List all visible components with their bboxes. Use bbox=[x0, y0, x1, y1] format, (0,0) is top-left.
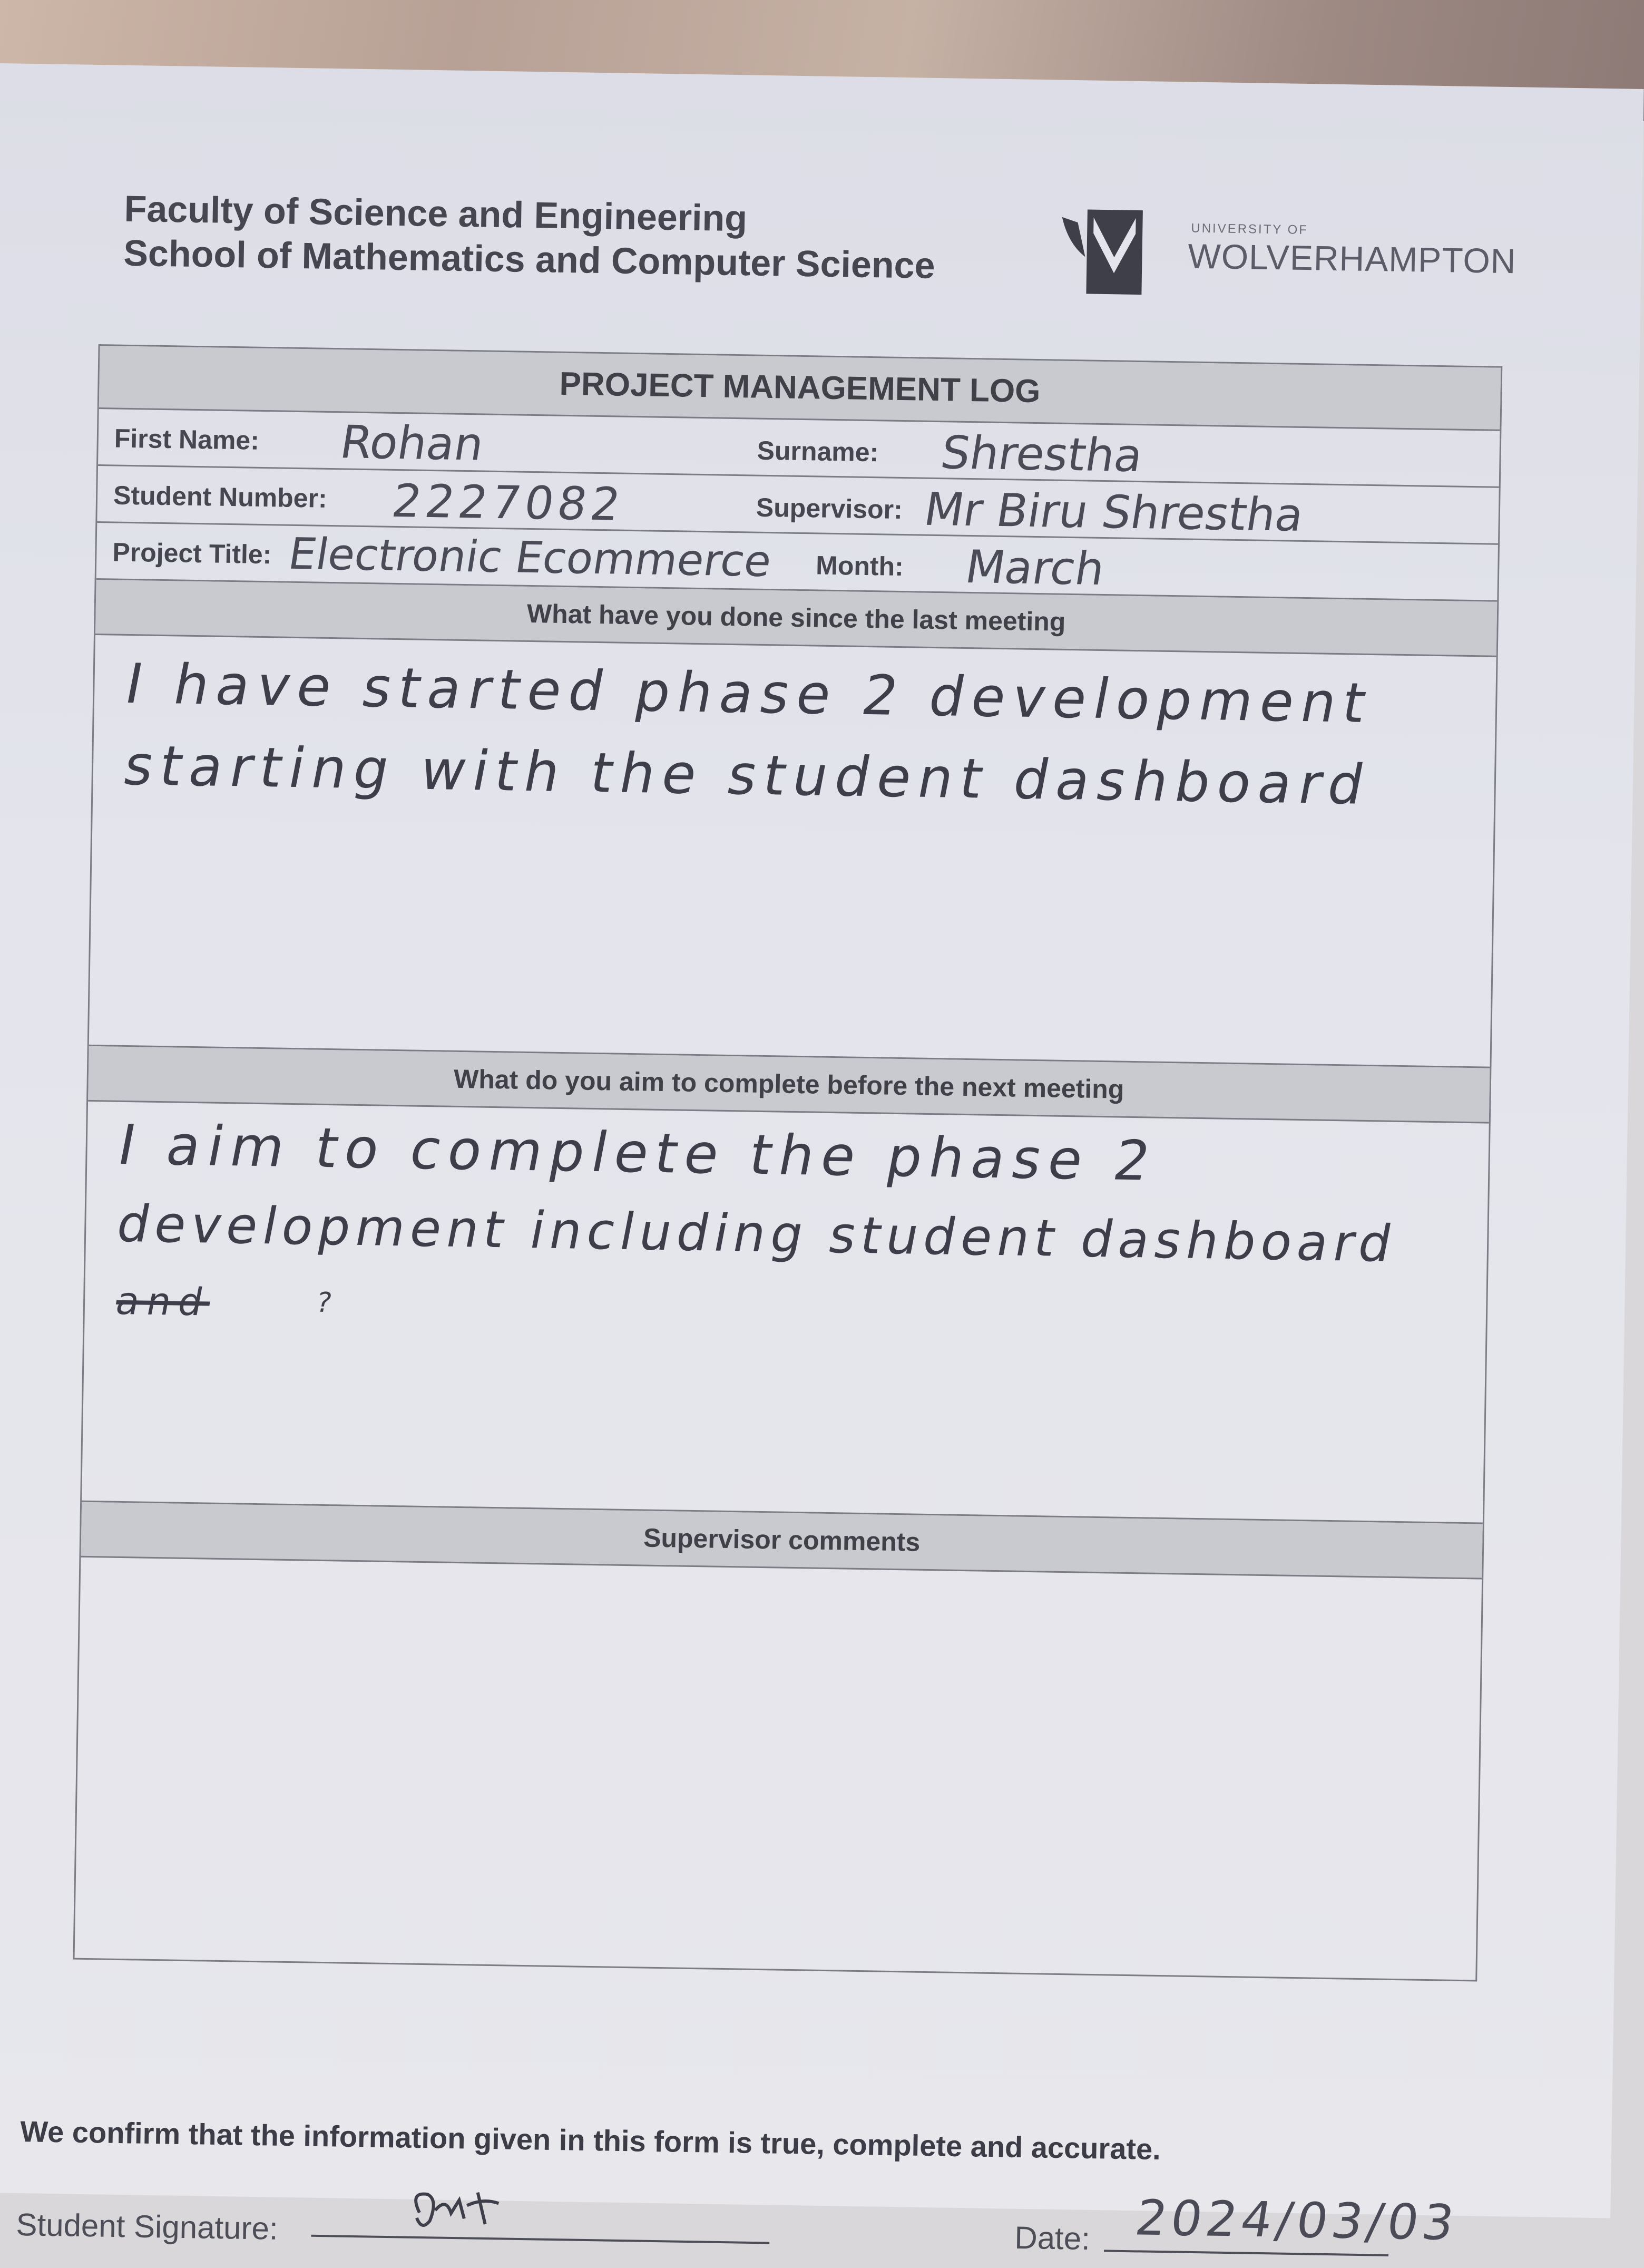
date-line bbox=[1104, 2250, 1388, 2256]
aim-line-1: I aim to complete the phase 2 bbox=[113, 1112, 1163, 1193]
university-logo bbox=[1055, 207, 1531, 319]
first-name-value: Rohan bbox=[336, 416, 487, 471]
date-value: 2024/03/03 bbox=[1131, 2189, 1462, 2251]
aim-question-mark: ? bbox=[314, 1287, 342, 1319]
first-name-label: First Name: bbox=[114, 423, 260, 455]
handwritten-signature bbox=[398, 2181, 536, 2241]
project-title-label: Project Title: bbox=[112, 537, 272, 570]
aim-struck-word: and bbox=[112, 1278, 214, 1325]
aim-response-area bbox=[82, 1102, 1489, 1524]
month-label: Month: bbox=[815, 550, 904, 582]
student-signature-label: Student Signature: bbox=[16, 2206, 279, 2246]
done-section-heading: What have you done since the last meeting bbox=[95, 580, 1497, 657]
aim-line-2: development including student dashboard bbox=[112, 1194, 1402, 1273]
comments-section-heading: Supervisor comments bbox=[81, 1502, 1482, 1580]
supervisor-value: Mr Biru Shrestha bbox=[921, 483, 1307, 542]
student-number-label: Student Number: bbox=[113, 480, 328, 513]
done-line-2: starting with the student dashboard bbox=[119, 733, 1377, 817]
form-title: PROJECT MANAGEMENT LOG bbox=[99, 346, 1501, 431]
university-logo-mark-icon bbox=[1055, 207, 1147, 298]
logo-small-text: UNIVERSITY OF bbox=[1191, 221, 1309, 238]
school-name: School of Mathematics and Computer Science bbox=[123, 232, 936, 286]
supervisor-label: Supervisor: bbox=[756, 492, 903, 525]
month-value: March bbox=[962, 541, 1109, 596]
project-log-table bbox=[73, 344, 1503, 1981]
institution-heading bbox=[123, 187, 936, 288]
supervisor-comments-area bbox=[75, 1558, 1482, 1980]
surname-value: Shrestha bbox=[937, 426, 1147, 483]
done-response-area bbox=[89, 635, 1496, 1068]
signature-line bbox=[311, 2235, 769, 2244]
faculty-name: Faculty of Science and Engineering bbox=[124, 188, 748, 239]
aim-section-heading: What do you aim to complete before the next meeting bbox=[88, 1046, 1490, 1124]
form-page bbox=[0, 63, 1644, 2257]
logo-university-name: WOLVERHAMPTON bbox=[1187, 236, 1516, 281]
student-number-value: 2227082 bbox=[388, 474, 628, 531]
date-label: Date: bbox=[1014, 2220, 1091, 2257]
confirmation-statement: We confirm that the information given in this form is true, complete and accurate. bbox=[19, 2115, 1161, 2166]
project-title-value: Electronic Ecommerce bbox=[285, 529, 775, 587]
surname-label: Surname: bbox=[757, 435, 879, 468]
done-line-1: I have started phase 2 development bbox=[120, 651, 1379, 735]
